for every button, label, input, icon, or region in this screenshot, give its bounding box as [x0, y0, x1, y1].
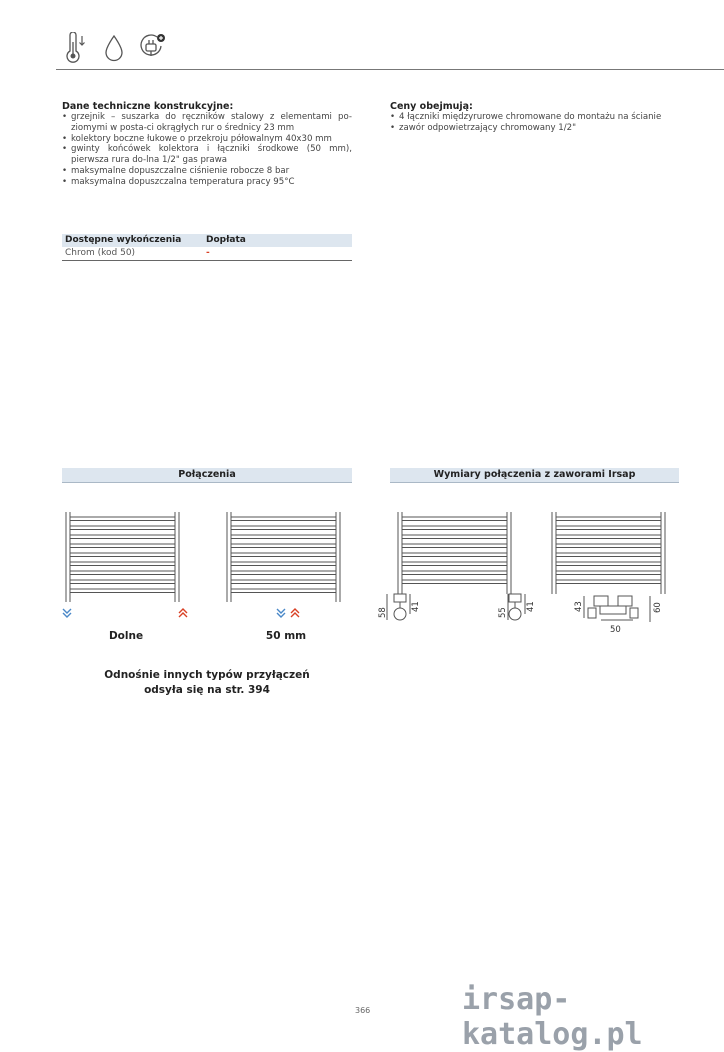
- brand-watermark: irsap-katalog.pl: [462, 982, 643, 1052]
- table-row: [62, 247, 352, 261]
- dimension-value: 58: [378, 607, 388, 618]
- connection-label-bottom: Dolne: [108, 630, 144, 642]
- specs-item: • gwinty końcówek kolektora i łączniki środkowe (50 mm), pierwsza rura do-lna 1/2" gas prawa: [62, 144, 352, 166]
- connection-note-line: Odnośnie innych typów przyłączeń: [104, 669, 310, 681]
- dimension-diagram-2: [490, 512, 540, 636]
- thermometer-down-icon: [64, 32, 88, 64]
- connection-note-line: odsyła się na str. 394: [144, 684, 270, 696]
- finishes-col-surcharge: Dopłata: [206, 235, 246, 245]
- specs-item: • kolektory boczne łukowe o przekroju półowalnym 40x30 mm: [62, 134, 352, 145]
- connection-note: [62, 668, 352, 698]
- flow-out-icon: [289, 604, 301, 623]
- specs-title: Dane techniczne konstrukcyjne:: [62, 101, 234, 112]
- specs-item: • maksymalne dopuszczalne ciśnienie robocze 8 bar: [62, 166, 352, 177]
- specs-item: • maksymalna dopuszczalna temperatura pracy 95°C: [62, 177, 352, 188]
- finishes-col-name: Dostępne wykończenia: [65, 235, 182, 245]
- specs-item: • grzejnik – suszarka do ręczników stalowy z elementami po-ziomymi w posta-ci okrągłych rur o średnicy 23 mm: [62, 112, 352, 134]
- header-divider: [56, 69, 724, 70]
- dimension-value: 60: [653, 602, 663, 613]
- dimension-value: 41: [526, 601, 536, 612]
- prices-section: [390, 101, 690, 134]
- prices-title: Ceny obejmują:: [390, 101, 473, 112]
- dimension-value: 50: [610, 625, 621, 635]
- finish-name: Chrom (kod 50): [65, 248, 136, 258]
- water-drop-icon: [104, 34, 124, 62]
- specs-section: [62, 101, 352, 188]
- radiator-bottom-connection-diagram: [62, 512, 192, 626]
- radiator-50mm-connection-diagram: [223, 512, 353, 626]
- page-number: 366: [355, 1006, 371, 1015]
- finishes-table: [62, 234, 352, 261]
- prices-item: • zawór odpowietrzający chromowany 1/2": [390, 123, 690, 134]
- prices-list: [390, 112, 690, 134]
- prices-item: • 4 łączniki międzyrurowe chromowane do montażu na ścianie: [390, 112, 690, 123]
- finishes-header-row: [62, 234, 352, 247]
- dimension-value: 41: [411, 601, 421, 612]
- dimension-value: 55: [498, 607, 508, 618]
- dimension-value: 43: [574, 601, 584, 612]
- flow-in-icon: [275, 604, 287, 623]
- electric-plug-icon: [138, 32, 168, 62]
- dimension-diagram-3: [548, 512, 678, 641]
- flow-out-icon: [177, 604, 189, 623]
- finish-surcharge: -: [206, 248, 210, 258]
- connections-title: Połączenia: [62, 468, 352, 483]
- dimensions-title: Wymiary połączenia z zaworami Irsap: [390, 468, 679, 483]
- specs-list: [62, 112, 352, 188]
- flow-in-icon: [61, 604, 73, 623]
- connection-label-50mm: 50 mm: [265, 630, 307, 642]
